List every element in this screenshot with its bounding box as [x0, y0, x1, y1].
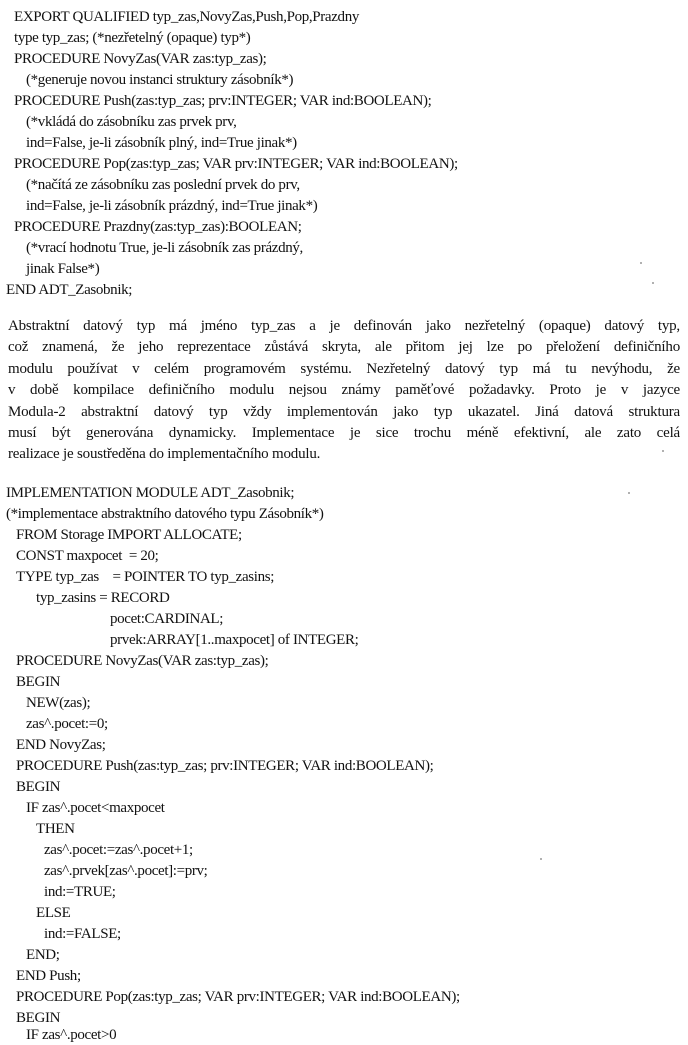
code-line: FROM Storage IMPORT ALLOCATE;: [16, 527, 242, 543]
code-line: (*generuje novou instanci struktury zásobník*): [26, 72, 294, 88]
scan-speck: [540, 858, 542, 860]
paragraph-line: což znamená, že jeho reprezentace zůstává skryta, ale přitom jej lze po přeložení definičního: [8, 339, 680, 356]
code-line: PROCEDURE Push(zas:typ_zas; prv:INTEGER; VAR ind:BOOLEAN);: [16, 758, 434, 774]
code-line: (*implementace abstraktního datového typu Zásobník*): [6, 506, 324, 522]
scan-speck: [640, 262, 642, 264]
code-line: PROCEDURE NovyZas(VAR zas:typ_zas);: [16, 653, 269, 669]
code-line: pocet:CARDINAL;: [110, 611, 224, 627]
code-line: jinak False*): [26, 261, 100, 277]
code-line: ind:=TRUE;: [44, 884, 116, 900]
paragraph-line: realizace je soustředěna do implementačního modulu.: [8, 446, 321, 463]
paragraph-line: Modula-2 abstraktní datový typ vždy implementován jako typ ukazatel. Jiná datová struktura: [8, 403, 680, 420]
scan-speck: [662, 450, 664, 452]
paragraph-line: Abstraktní datový typ má jméno typ_zas a je definován jako nezřetelný (opaque) datový typ,: [8, 318, 680, 334]
code-line: type typ_zas; (*nezřetelný (opaque) typ*): [14, 30, 251, 46]
code-line: END NovyZas;: [16, 737, 106, 753]
body-paragraph: [8, 316, 680, 466]
code-line: EXPORT QUALIFIED typ_zas,NovyZas,Push,Pop,Prazdny: [14, 9, 359, 25]
code-line: END Push;: [16, 968, 81, 984]
code-line: ind=False, je-li zásobník prázdný, ind=True jinak*): [26, 198, 318, 214]
paragraph-line: musí být generována dynamicky. Implementace je sice trochu méně efektivní, ale zato celá: [8, 425, 680, 442]
code-line: END;: [26, 947, 60, 963]
code-line: (*vkládá do zásobníku zas prvek prv,: [26, 114, 237, 130]
code-line: THEN: [36, 821, 75, 837]
code-line: END ADT_Zasobnik;: [6, 282, 133, 298]
code-line: IF zas^.pocet>0: [26, 1027, 117, 1043]
code-line: IF zas^.pocet<maxpocet: [26, 800, 165, 816]
paragraph-line: v době kompilace definičního modulu nejsou známy paměťové požadavky. Proto je v jazyce: [8, 382, 680, 399]
code-line: PROCEDURE Pop(zas:typ_zas; VAR prv:INTEGER; VAR ind:BOOLEAN);: [14, 156, 458, 172]
code-line: typ_zasins = RECORD: [36, 590, 170, 606]
code-line: ind=False, je-li zásobník plný, ind=True jinak*): [26, 135, 297, 151]
code-line: PROCEDURE Pop(zas:typ_zas; VAR prv:INTEGER; VAR ind:BOOLEAN);: [16, 989, 460, 1005]
code-line: prvek:ARRAY[1..maxpocet] of INTEGER;: [110, 632, 359, 648]
code-line: BEGIN: [16, 779, 61, 795]
code-line: (*vrací hodnotu True, je-li zásobník zas prázdný,: [26, 240, 303, 256]
code-line: (*načítá ze zásobníku zas poslední prvek do prv,: [26, 177, 300, 193]
scan-speck: [628, 492, 630, 494]
code-line: CONST maxpocet = 20;: [16, 548, 159, 564]
code-line: BEGIN: [16, 674, 61, 690]
code-line: zas^.pocet:=zas^.pocet+1;: [44, 842, 193, 858]
code-line: BEGIN: [16, 1010, 61, 1026]
code-line: zas^.pocet:=0;: [26, 716, 108, 732]
code-line: TYPE typ_zas = POINTER TO typ_zasins;: [16, 569, 275, 585]
code-line: ELSE: [36, 905, 71, 921]
code-line: PROCEDURE Prazdny(zas:typ_zas):BOOLEAN;: [14, 219, 302, 235]
scan-speck: [652, 282, 654, 284]
code-line: PROCEDURE NovyZas(VAR zas:typ_zas);: [14, 51, 267, 67]
code-line: PROCEDURE Push(zas:typ_zas; prv:INTEGER; VAR ind:BOOLEAN);: [14, 93, 432, 109]
code-line: NEW(zas);: [26, 695, 91, 711]
paragraph-line: modulu používat v celém programovém systému. Nezřetelný datový typ má tu nevýhodu, že: [8, 360, 680, 377]
code-line: IMPLEMENTATION MODULE ADT_Zasobnik;: [6, 485, 295, 501]
code-line: ind:=FALSE;: [44, 926, 121, 942]
code-line: zas^.prvek[zas^.pocet]:=prv;: [44, 863, 208, 879]
